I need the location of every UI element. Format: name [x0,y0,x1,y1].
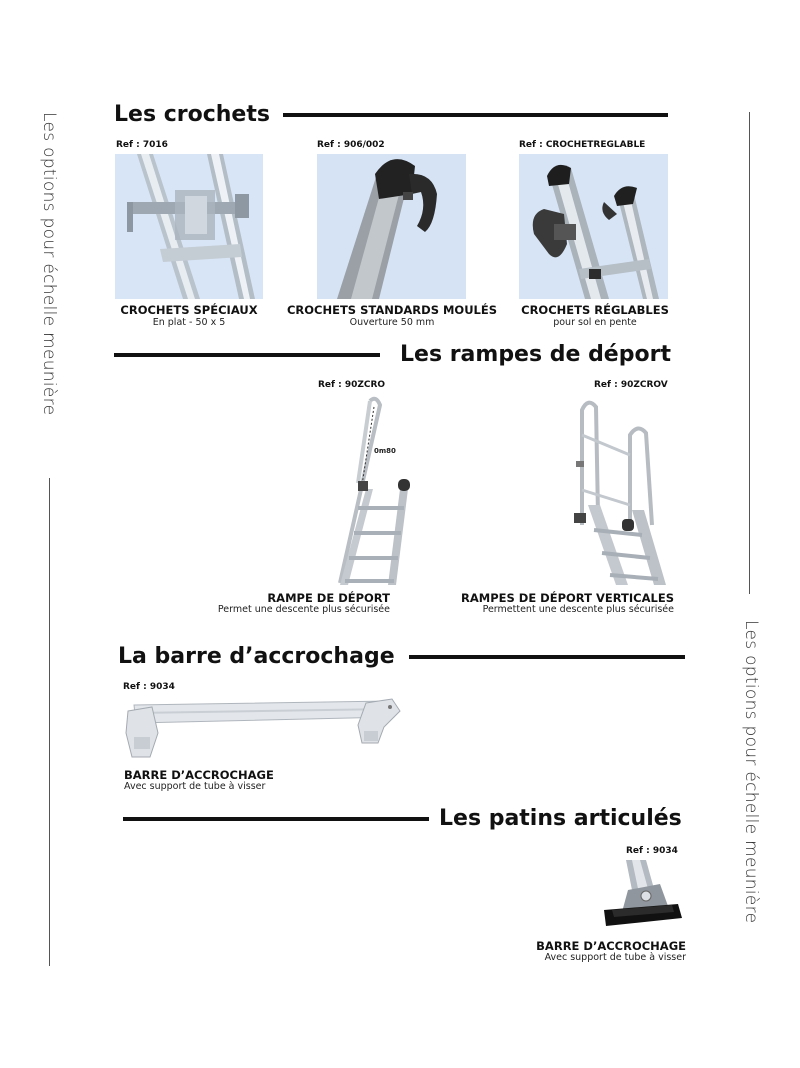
product-image-crochets-standards [317,154,466,299]
product-image-crochets-reglables [519,154,668,299]
product-subtitle: Permettent une descente plus sécurisée [482,604,674,615]
product-name: CROCHETS RÉGLABLES [521,303,669,317]
product-image-patins-articules [598,860,684,928]
side-divider-left [49,478,50,966]
section-divider-patins [123,817,429,821]
section-divider-barre [409,655,685,659]
product-name: RAMPE DE DÉPORT [267,591,390,605]
product-image-rampes-verticales [568,395,676,588]
product-name: RAMPES DE DÉPORT VERTICALES [461,591,674,605]
ref-label: Ref : 7016 [116,140,168,150]
section-divider-crochets [283,113,668,117]
side-divider-right [749,112,750,594]
side-label-right: Les options pour échelle meunière [741,620,761,924]
product-name: BARRE D’ACCROCHAGE [124,768,274,782]
ref-label: Ref : 906/002 [317,140,385,150]
side-label-left: Les options pour échelle meunière [39,112,59,416]
product-name: BARRE D’ACCROCHAGE [536,939,686,953]
ref-label: Ref : 9034 [626,846,678,856]
ref-label: Ref : 90ZCRO [318,380,386,390]
product-name: CROCHETS STANDARDS MOULÉS [286,303,498,317]
product-image-rampe-deport [318,393,418,588]
product-subtitle: Avec support de tube à visser [544,952,686,963]
product-subtitle: Avec support de tube à visser [124,781,266,792]
product-subtitle: En plat - 50 x 5 [152,317,226,328]
section-title-patins: Les patins articulés [439,806,682,831]
product-subtitle: Permet une descente plus sécurisée [217,604,390,615]
product-image-barre-accrochage [122,697,404,759]
section-title-barre: La barre d’accrochage [118,644,395,669]
product-subtitle: pour sol en pente [553,317,637,328]
section-title-crochets: Les crochets [114,102,270,127]
product-image-crochets-speciaux [115,154,263,299]
ref-label: Ref : 9034 [123,682,175,692]
section-divider-rampes [114,353,380,357]
ref-label: Ref : CROCHETREGLABLE [519,140,646,150]
product-name: CROCHETS SPÉCIAUX [120,303,258,317]
dimension-label: 0m80 [374,447,396,455]
product-subtitle: Ouverture 50 mm [349,317,435,328]
section-title-rampes: Les rampes de déport [400,342,671,367]
ref-label: Ref : 90ZCROV [594,380,668,390]
